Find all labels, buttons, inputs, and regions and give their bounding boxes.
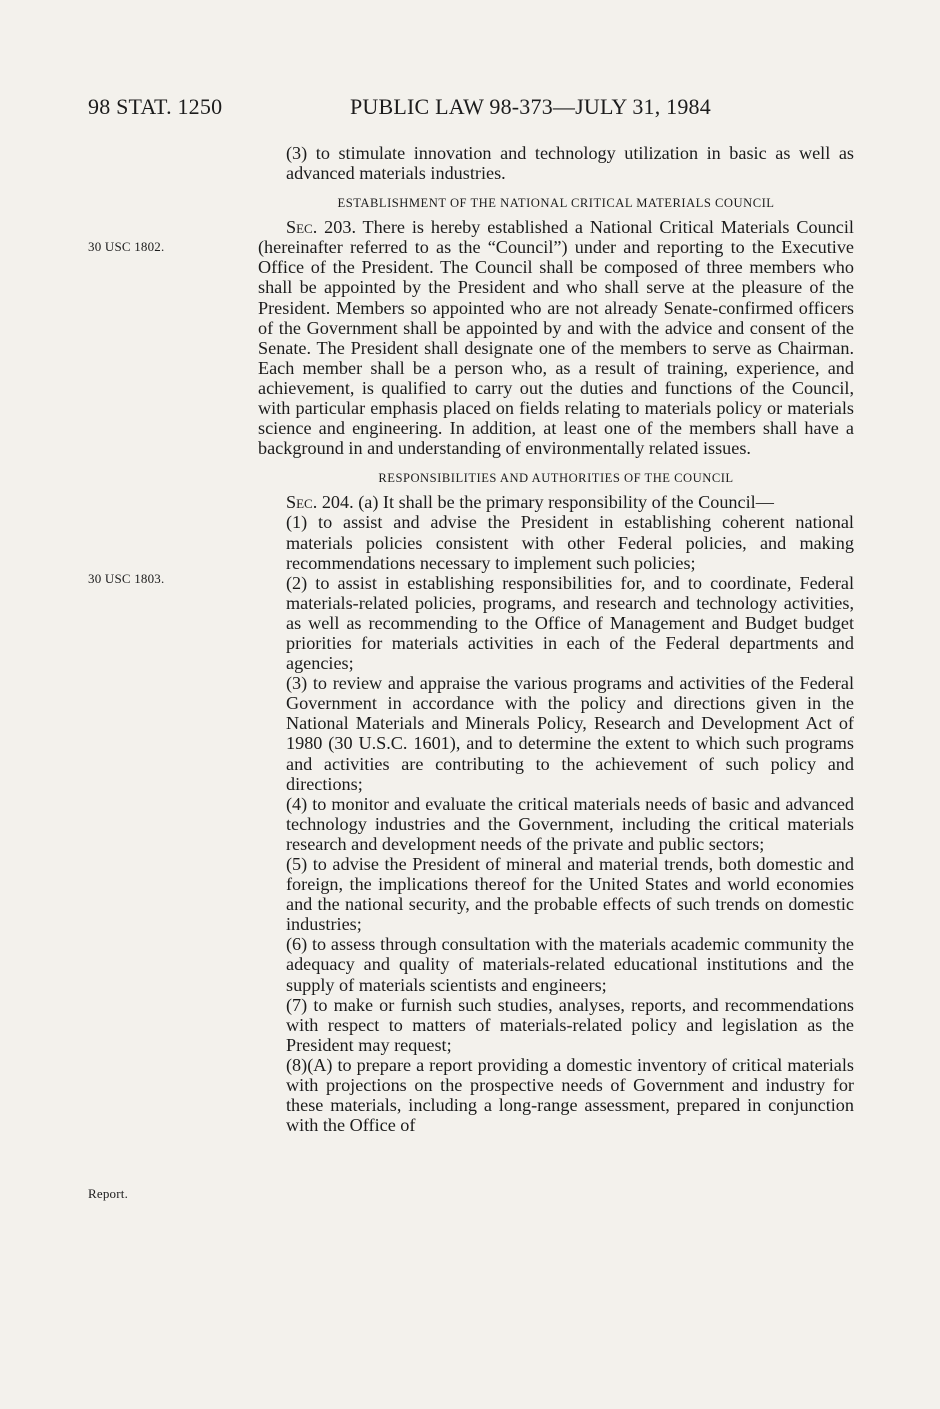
section-203-text: 203. There is hereby established a National Critical Materials Council (hereinafter referred to as the “Council”) under and reporting to the Executive Office of the President. The Council shall be composed of three members who shall be appointed by the President and who shall serve at the pleasure of the President. Members so appointed who are not already Senate-confirmed officers of the Government shall be appointed by and with the advice and consent of the Senate. The President shall designate one of the members to serve as Chairman. Each member shall be a person who, as a result of training, experience, and achievement, is qualified to carry out the duties and functions of the Council, with particular emphasis placed on fields relating to materials policy or materials science and engineering. In addition, at least one of the members shall have a background in and understanding of environmentally related issues. (258, 217, 854, 459)
margin-note-sec204: 30 USC 1803. (88, 571, 165, 586)
list-item: (7) to make or furnish such studies, analyses, reports, and recommendations with respect to matters of materials-related policy and legislation as the President may request; (286, 994, 854, 1055)
section-204-text: 204. (a) It shall be the primary responsibility of the Council— (317, 492, 774, 513)
intro-item-3: (3) to stimulate innovation and technology utilization in basic as well as advanced materials industries. (286, 143, 854, 184)
stat-page-number: 98 STAT. 1250 (88, 94, 223, 119)
section-204-intro (258, 492, 854, 512)
law-title: PUBLIC LAW 98-373—JULY 31, 1984 (350, 94, 711, 119)
section-heading-establishment: ESTABLISHMENT OF THE NATIONAL CRITICAL MATERIALS COUNCIL (337, 196, 775, 211)
section-203 (258, 217, 854, 458)
body-text (258, 143, 854, 1135)
list-item: (5) to advise the President of mineral and material trends, both domestic and foreign, the implications thereof for the United States and world economies and the national security, and the probable effects of such trends on domestic industries; (286, 854, 854, 935)
list-item: (6) to assess through consultation with the materials academic community the adequacy and quality of materials-related educational institutions and the supply of materials scientists and engineers; (286, 934, 854, 995)
margin-note-report: Report. (88, 1186, 129, 1201)
page-header (88, 94, 848, 124)
margin-note-sec203: 30 USC 1802. (88, 239, 165, 254)
list-item: (1) to assist and advise the President in establishing coherent national materials policies consistent with other Federal policies, and making recommendations necessary to implement such policies; (286, 512, 854, 573)
list-item: (4) to monitor and evaluate the critical materials needs of basic and advanced technology industries and the Government, including the critical materials research and development needs of the private and public sectors; (286, 793, 854, 854)
section-heading-responsibilities: RESPONSIBILITIES AND AUTHORITIES OF THE COUNCIL (378, 471, 734, 486)
section-203-label: Sec. (286, 217, 318, 238)
section-204-label: Sec. (286, 492, 318, 513)
list-item: (2) to assist in establishing responsibilities for, and to coordinate, Federal materials-related policies, programs, and research and technology activities, as well as recommending to the Office of Management and Budget budget priorities for materials activities in each of the Federal departments and agencies; (286, 572, 854, 674)
list-item: (8)(A) to prepare a report providing a domestic inventory of critical materials with projections on the prospective needs of Government and industry for these materials, including a long-range assessment, prepared in conjunction with the Office of (286, 1054, 854, 1136)
list-item: (3) to review and appraise the various programs and activities of the Federal Government in accordance with the policy and directions given in the National Materials and Minerals Policy, Research and Development Act of 1980 (30 U.S.C. 1601), and to determine the extent to which such programs and activities are contributing to the achievement of such policy and directions; (286, 673, 854, 794)
